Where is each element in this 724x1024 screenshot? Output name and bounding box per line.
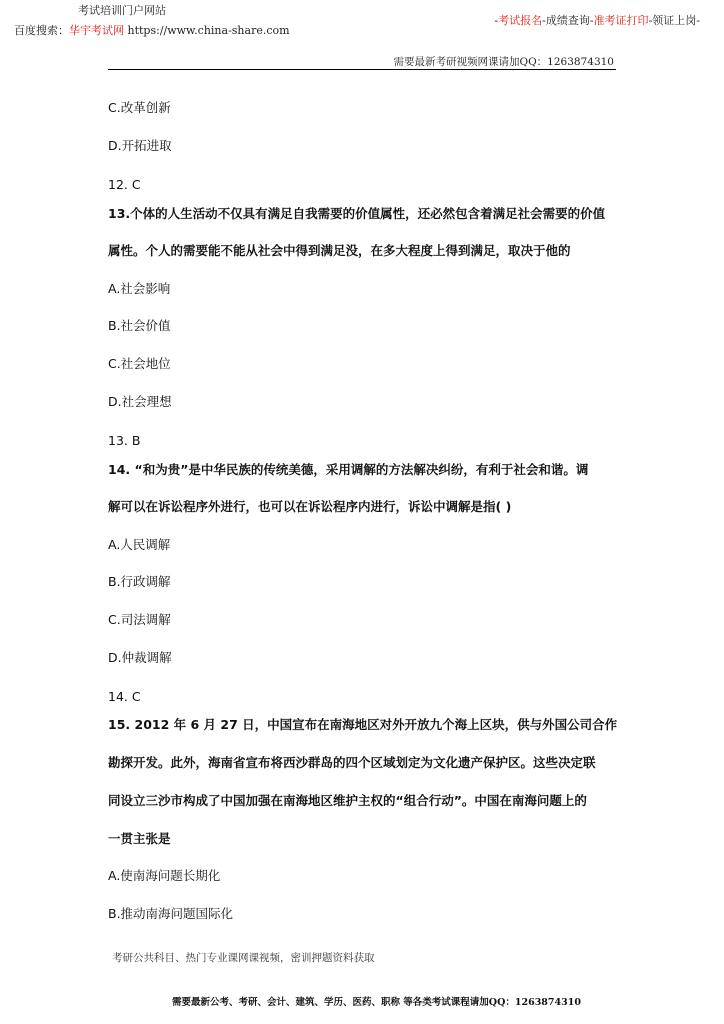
- q14-option-b: B.行政调解: [108, 574, 171, 589]
- q13-option-a: A.社会影响: [108, 281, 171, 296]
- answer-12: 12. C: [108, 177, 141, 192]
- q14-option-a: A.人民调解: [108, 537, 171, 552]
- nav-score-query-link[interactable]: -成绩查询-: [542, 14, 594, 27]
- q13-option-d: D.社会理想: [108, 394, 172, 409]
- site-name: 考试培训门户网站: [78, 4, 166, 17]
- top-nav-links: [494, 12, 700, 28]
- option-d: D.开拓进取: [108, 138, 172, 153]
- question-13-line2: 属性。个人的需要能不能从社会中得到满足没，在多大程度上得到满足，取决于他的: [108, 243, 571, 258]
- question-15-line4: 一贯主张是: [108, 831, 171, 846]
- site-url-link[interactable]: https://www.china-share.com: [124, 24, 290, 37]
- header-qq-contact: 需要最新考研视频网课请加QQ：1263874310: [393, 56, 614, 68]
- baidu-label: 百度搜索：: [14, 24, 69, 37]
- q15-option-b: B.推动南海问题国际化: [108, 906, 234, 921]
- question-14-line1: 14. “和为贵”是中华民族的传统美德，采用调解的方法解决纠纷，有利于社会和谐。调: [108, 462, 589, 477]
- q15-option-a: A.使南海问题长期化: [108, 868, 221, 883]
- q14-option-c: C.司法调解: [108, 612, 171, 627]
- question-15-line1: 15. 2012 年 6 月 27 日，中国宣布在南海地区对外开放九个海上区块，供与外国公司合作: [108, 717, 618, 732]
- nav-admission-print-link[interactable]: 准考证打印: [593, 14, 649, 27]
- nav-license-link[interactable]: -领证上岗-: [648, 14, 700, 27]
- q13-option-c: C.社会地位: [108, 356, 171, 371]
- question-13-line1: 13.个体的人生活动不仅具有满足自我需要的价值属性，还必然包含着满足社会需要的价值: [108, 206, 606, 221]
- nav-prefix: -: [494, 14, 499, 27]
- baidu-brand-link[interactable]: 华宇考试网: [69, 24, 124, 37]
- header-divider: [108, 69, 616, 70]
- question-14-line2: 解可以在诉讼程序外进行，也可以在诉讼程序内进行，诉讼中调解是指( ): [108, 499, 512, 514]
- option-c: C.改革创新: [108, 100, 171, 115]
- q14-option-d: D.仲裁调解: [108, 650, 172, 665]
- question-15-line3: 同设立三沙市构成了中国加强在南海地区维护主权的“组合行动”。中国在南海问题上的: [108, 793, 587, 808]
- answer-13: 13. B: [108, 433, 141, 448]
- footer-qq-contact: 需要最新公考、考研、会计、建筑、学历、医药、职称 等各类考试课程请加QQ：1263874310: [172, 997, 581, 1008]
- baidu-search-line: [14, 22, 290, 38]
- q13-option-b: B.社会价值: [108, 318, 171, 333]
- question-15-line2: 勘探开发。此外，海南省宣布将西沙群岛的四个区域划定为文化遗产保护区。这些决定联: [108, 755, 596, 770]
- footer-note: 考研公共科目、热门专业课网课视频，密训押题资料获取: [112, 952, 375, 964]
- answer-14: 14. C: [108, 689, 141, 704]
- nav-exam-signup-link[interactable]: 考试报名: [498, 14, 543, 27]
